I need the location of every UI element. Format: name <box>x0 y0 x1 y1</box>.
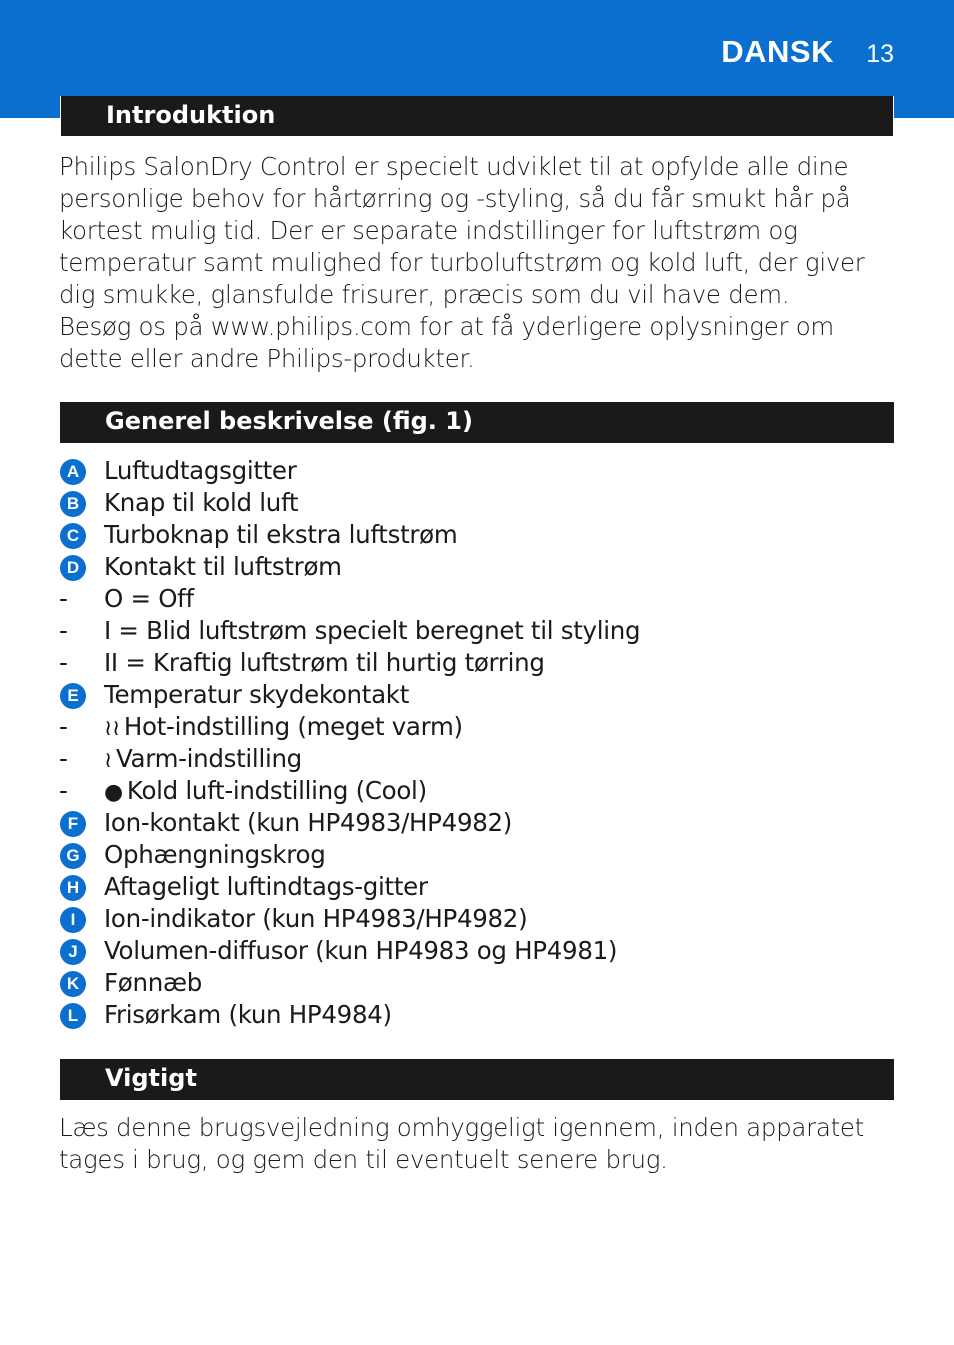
letter-badge: H <box>60 875 86 901</box>
letter-badge: C <box>60 523 86 549</box>
list-item <box>59 935 899 967</box>
item-label: Temperatur skydekontakt <box>104 680 409 709</box>
intro-text <box>59 151 899 375</box>
list-item <box>59 487 899 519</box>
item-label: O = Off <box>104 584 194 613</box>
list-item <box>59 551 899 583</box>
letter-badge: I <box>60 907 86 933</box>
item-label: Kontakt til luftstrøm <box>104 552 342 581</box>
letter-badge: B <box>60 491 86 517</box>
letter-badge: K <box>60 971 86 997</box>
letter-badge: A <box>60 459 86 485</box>
list-item-text <box>104 743 302 777</box>
list-item <box>59 455 899 487</box>
item-label: Aftageligt luftindtags-gitter <box>104 872 428 901</box>
dash-bullet: - <box>59 584 68 613</box>
intro-paragraph-website: Besøg os på www.philips.com for at få yderligere oplysninger om dette eller andre Philips-produkter. <box>59 312 834 373</box>
page-number: 13 <box>866 40 894 68</box>
dash-bullet: - <box>59 712 68 741</box>
item-label: Kold luft-indstilling (Cool) <box>126 776 427 805</box>
item-label: I = Blid luftstrøm specielt beregnet til styling <box>104 616 641 645</box>
list-item-text <box>104 551 342 583</box>
list-item <box>59 519 899 551</box>
section-heading-intro <box>60 96 894 137</box>
list-item-text <box>104 487 298 519</box>
letter-badge: J <box>60 939 86 965</box>
list-item <box>59 711 899 743</box>
list-item-text <box>104 519 457 551</box>
list-item-text <box>104 871 428 903</box>
letter-badge: L <box>60 1003 86 1029</box>
heat-wave-icon: ≀≀ <box>104 716 120 741</box>
list-item-text <box>104 807 512 839</box>
list-item <box>59 679 899 711</box>
list-item-text <box>104 903 527 935</box>
section-heading-description <box>60 402 894 443</box>
dash-bullet: - <box>59 648 68 677</box>
language-label: DANSK <box>721 34 834 69</box>
list-item <box>59 839 899 871</box>
letter-badge: E <box>60 683 86 709</box>
item-label: Knap til kold luft <box>104 488 299 517</box>
section-title: Introduktion <box>106 101 276 129</box>
list-item <box>59 615 899 647</box>
important-paragraph: Læs denne brugsvejledning omhyggeligt igennem, inden apparatet tages i brug, og gem den til eventuelt senere brug. <box>59 1113 864 1174</box>
section-title: Vigtigt <box>105 1064 197 1092</box>
list-item <box>59 583 899 615</box>
important-text <box>59 1112 899 1176</box>
list-item <box>59 999 899 1031</box>
list-item-text <box>104 583 194 615</box>
letter-badge: D <box>60 555 86 581</box>
item-label: Volumen-diffusor (kun HP4983 og HP4981) <box>104 936 618 965</box>
list-item <box>59 967 899 999</box>
list-item-text <box>104 679 409 711</box>
item-label: Ion-kontakt (kun HP4983/HP4982) <box>104 808 513 837</box>
dash-bullet: - <box>59 744 68 773</box>
heat-wave-icon: ≀ <box>104 748 112 773</box>
list-item <box>59 871 899 903</box>
item-label: Ion-indikator (kun HP4983/HP4982) <box>104 904 528 933</box>
item-label: Turboknap til ekstra luftstrøm <box>104 520 458 549</box>
list-item-text <box>104 647 545 679</box>
list-item-text <box>104 935 617 967</box>
list-item-text <box>104 839 325 871</box>
section-heading-important <box>60 1059 894 1100</box>
list-item <box>59 647 899 679</box>
item-label: Hot-indstilling (meget varm) <box>123 712 463 741</box>
list-item-text <box>104 999 392 1031</box>
list-item-text <box>104 711 463 745</box>
parts-list <box>59 455 899 1031</box>
item-label: Varm-indstilling <box>115 744 302 773</box>
item-label: Fønnæb <box>104 968 202 997</box>
letter-badge: F <box>60 811 86 837</box>
list-item-text <box>104 615 640 647</box>
intro-paragraph: Philips SalonDry Control er specielt udviklet til at opfylde alle dine personlige behov for hårtørring og -styling, så du får smukt hår på kortest mulig tid. Der er separate indstillinger for luftstrøm og temperatur samt mulighed for turboluftstrøm og kold luft, der giver dig smukke, glansfulde frisurer, præcis som du vil have dem. <box>59 152 865 309</box>
letter-badge: G <box>60 843 86 869</box>
list-item <box>59 807 899 839</box>
dash-bullet: - <box>59 776 68 805</box>
section-title: Generel beskrivelse (fig. 1) <box>105 407 473 435</box>
list-item-text <box>104 967 202 999</box>
cool-dot-icon: ● <box>104 780 123 805</box>
item-label: II = Kraftig luftstrøm til hurtig tørring <box>104 648 545 677</box>
list-item <box>59 743 899 775</box>
item-label: Luftudtagsgitter <box>104 456 297 485</box>
list-item-text <box>104 455 296 487</box>
list-item-text <box>104 775 427 809</box>
list-item <box>59 903 899 935</box>
dash-bullet: - <box>59 616 68 645</box>
item-label: Frisørkam (kun HP4984) <box>104 1000 392 1029</box>
list-item <box>59 775 899 807</box>
item-label: Ophængningskrog <box>104 840 326 869</box>
